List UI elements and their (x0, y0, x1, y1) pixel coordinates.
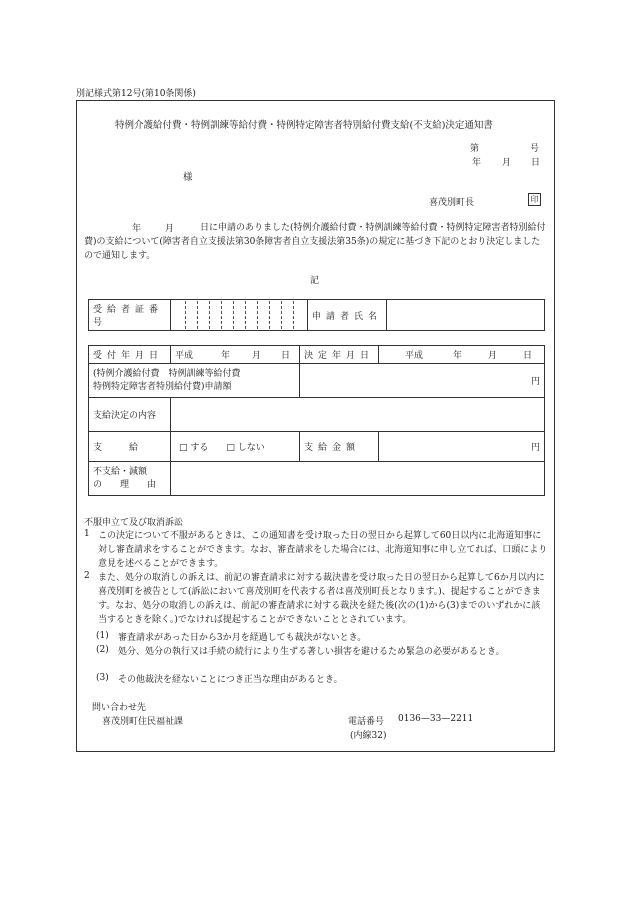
recipient-table (88, 299, 545, 331)
sub-2-text: 処分、処分の執行又は手続の続行により生ずる著しい損害を避けるため緊急の必要があるとき。 (118, 647, 505, 657)
contact-heading: 問い合わせ先 (92, 703, 147, 713)
intro-month: 月 (165, 224, 175, 234)
application-amount-label (89, 364, 300, 398)
application-amount-field[interactable] (300, 364, 545, 398)
day-label: 日 (531, 158, 541, 168)
amount-label-line-1: (特例介護給付費 特例訓練等給付費 (93, 368, 241, 379)
shikyu-label: 支 給 (89, 432, 171, 462)
decision-y: 年 (453, 351, 463, 361)
digit-boxes (179, 301, 299, 329)
note-1-text: この決定について不服があるときは、この通知書を受け取った日の翌日から起算して60日以内に北海道知事に対し審査請求をすることができます。なお、審査請求をした場合には、北海道知事に申し立てれば、口頭により意見を述べることができます。 (98, 531, 548, 569)
ki-label: 記 (310, 276, 320, 286)
content-label: 支給決定の内容 (89, 398, 171, 432)
decision-table (88, 345, 545, 496)
amount2-label: 支給金額 (300, 432, 379, 462)
sub-3-text: その他裁決を経ないことにつき正当な理由があるとき。 (118, 675, 343, 685)
decision-d: 日 (523, 351, 533, 361)
recipient-number-label: 受給者証番号 (89, 300, 171, 331)
official-seal (528, 193, 541, 206)
note-1-number: 1 (84, 529, 90, 539)
receipt-date-label: 受付年月日 (89, 346, 171, 364)
applicant-name-field[interactable] (387, 300, 545, 331)
applicant-name-label: 申請者氏名 (308, 300, 387, 331)
sub-3-number: (3) (96, 673, 109, 683)
sub-1-number: (1) (96, 631, 109, 641)
go-label: 号 (530, 144, 540, 154)
contact-tel-label: 電話番号 (348, 717, 385, 727)
form-reference: 別記様式第12号(第10条関係) (76, 89, 196, 99)
dai-label: 第 (470, 144, 480, 154)
reason-label-line-2: の 理 由 (93, 479, 157, 490)
shikyu-options (171, 432, 300, 462)
sub-1-text: 審査請求があった日から3か月を経過しても裁決がないとき。 (118, 633, 367, 643)
addressee-sama: 様 (183, 172, 193, 183)
seal-mark: 印 (528, 193, 541, 206)
year-label: 年 (472, 158, 482, 168)
decision-era: 平成 (405, 351, 424, 361)
receipt-y: 年 (221, 351, 231, 361)
reason-field[interactable] (171, 462, 545, 496)
amount2-field[interactable] (379, 432, 545, 462)
receipt-m: 月 (252, 351, 262, 361)
contact-tel-number: 0136—33—2211 (398, 714, 474, 724)
notice-title: 特例介護給付費・特例訓練等給付費・特例特定障害者特別給付費支給(不支給)決定通知書 (115, 120, 493, 131)
notes-heading: 不服申立て及び取消訴訟 (84, 518, 184, 528)
intro-year: 年 (132, 224, 142, 234)
option-yes[interactable]: □ する (179, 443, 209, 453)
reason-label-line-1: 不支給・減額 (93, 466, 148, 477)
sub-2-number: (2) (96, 645, 109, 655)
issuer-name: 喜茂別町長 (429, 198, 475, 208)
amount2-yen: 円 (530, 443, 540, 453)
note-2-text: また、処分の取消しの訴えは、前記の審査請求に対する裁決書を受け取った日の翌日から起算して6か月以内に喜茂別町を被告として(訴訟において喜茂別町を代表する者は喜茂別町長となります。)、提起することができます。なお、処分の取消しの訴えは、前記の審査請求に対する裁決を経た後(次の(1)から(3)までのいずれかに該当するときを除く。)でなければ提起することができないこととされています。 (98, 573, 545, 625)
content-field[interactable] (171, 398, 545, 432)
receipt-d: 日 (281, 351, 291, 361)
amount-label-line-2: 特例特定障害者特別給付費)申請額 (93, 381, 232, 392)
decision-m: 月 (488, 351, 498, 361)
contact-department: 喜茂別町住民福祉課 (102, 717, 184, 727)
decision-date-label: 決定年月日 (300, 346, 379, 364)
option-no[interactable]: □ しない (226, 443, 265, 453)
decision-date-field[interactable] (379, 346, 545, 364)
month-label: 月 (502, 158, 512, 168)
recipient-number-field[interactable] (171, 300, 308, 331)
note-2-number: 2 (84, 571, 90, 581)
receipt-era: 平成 (175, 351, 194, 361)
contact-extension: (内線32) (350, 731, 387, 741)
amount-yen: 円 (530, 377, 540, 387)
intro-text: 日に申請のありました(特例介護給付費・特例訓練等給付費・特例特定障害者特別給付費)の支給について(障害者自立支援法第30条障害者自立支援法第35条)の規定に基づき下記のとおり決定しましたので通知します。 (84, 223, 546, 261)
reason-label (89, 462, 171, 496)
receipt-date-field[interactable] (171, 346, 300, 364)
